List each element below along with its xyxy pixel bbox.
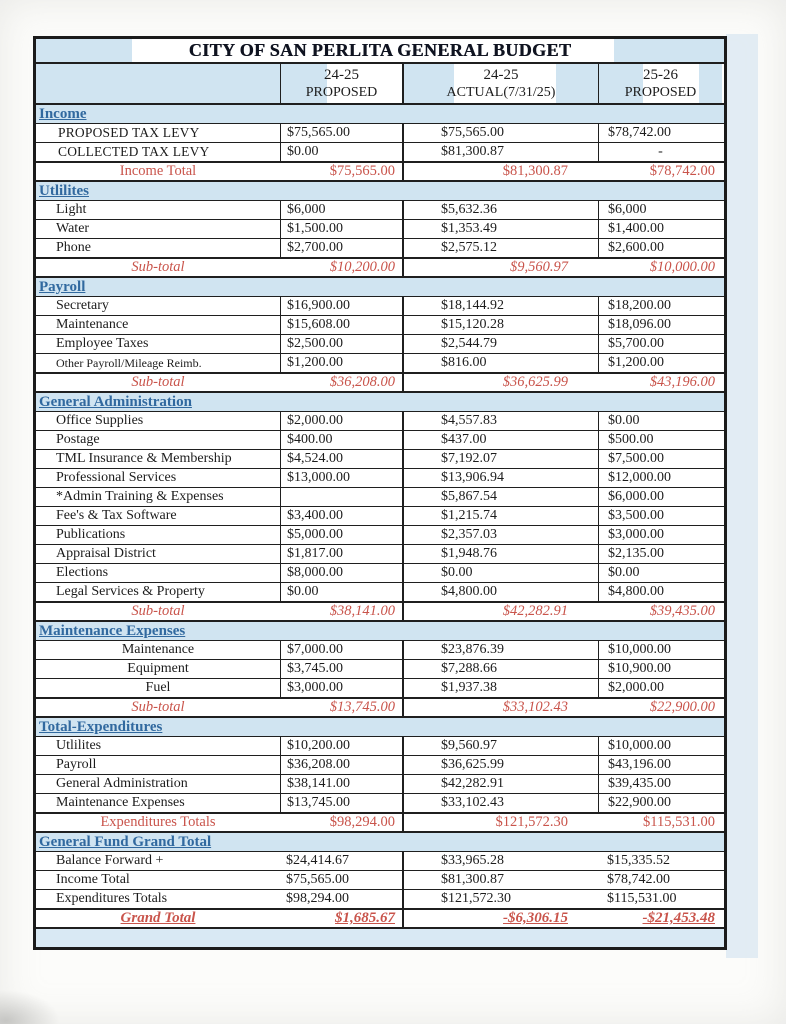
value-24-25-actual: $36,625.99 (402, 756, 598, 774)
value-24-25-actual: $42,282.91 (402, 775, 598, 793)
row-label: Postage (56, 432, 100, 447)
column-header-year: 24-25 (483, 66, 519, 83)
value-25-26-proposed: $2,000.00 (598, 679, 722, 697)
table-row (36, 640, 724, 659)
row-label: PROPOSED TAX LEVY (58, 125, 200, 140)
total-24-25-proposed: $10,200.00 (329, 259, 395, 275)
value-24-25-proposed: $13,745.00 (280, 794, 402, 812)
value-24-25-actual: $816.00 (402, 354, 598, 372)
row-label: Appraisal District (56, 546, 156, 561)
value-24-25-proposed: $8,000.00 (280, 564, 402, 582)
row-label: Office Supplies (56, 413, 144, 428)
column-header-24-25-actual (402, 64, 598, 103)
value-24-25-proposed: $13,000.00 (280, 469, 402, 487)
table-row (36, 334, 724, 353)
row-label: Maintenance (56, 317, 129, 332)
column-header-type: PROPOSED (624, 84, 697, 100)
total-24-25-proposed: $75,565.00 (329, 163, 395, 179)
table-row (36, 774, 724, 793)
row-label: Publications (56, 527, 126, 542)
scan-artifact-smudge (0, 990, 60, 1024)
section-title: Income (39, 105, 87, 122)
section-title: Maintenance Expenses (39, 622, 186, 639)
total-25-26-proposed: $22,900.00 (649, 699, 715, 715)
total-24-25-actual: $36,625.99 (402, 374, 598, 391)
table-row (36, 678, 724, 697)
value-25-26-proposed: $0.00 (598, 564, 722, 582)
total-24-25-actual: $33,102.43 (402, 699, 598, 716)
value-25-26-proposed: $6,000 (598, 201, 722, 219)
value-24-25-actual: $5,867.54 (402, 488, 598, 506)
value-24-25-proposed: $4,524.00 (280, 450, 402, 468)
total-label: Grand Total (120, 910, 196, 926)
value-24-25-proposed: $10,200.00 (280, 737, 402, 755)
section-header-general-administration (36, 391, 724, 411)
row-label: Maintenance (121, 642, 195, 657)
expenditures-totals-row (36, 812, 724, 831)
value-24-25-proposed: $0.00 (280, 143, 402, 161)
page-title: CITY OF SAN PERLITA GENERAL BUDGET (188, 40, 572, 60)
value-24-25-actual: $81,300.87 (402, 871, 598, 889)
table-row (36, 238, 724, 257)
column-header-blank (36, 64, 280, 103)
table-row (36, 219, 724, 238)
column-header-24-25-proposed (280, 64, 402, 103)
total-24-25-actual: $42,282.91 (402, 603, 598, 620)
value-24-25-proposed: $0.00 (280, 583, 402, 601)
total-label: Expenditures Totals (100, 814, 216, 830)
value-24-25-proposed: $6,000 (280, 201, 402, 219)
table-row (36, 736, 724, 755)
total-25-26-proposed: $39,435.00 (649, 603, 715, 619)
row-label: COLLECTED TAX LEVY (58, 144, 210, 159)
value-24-25-proposed: $1,500.00 (280, 220, 402, 238)
section-title: Utlilites (39, 182, 89, 199)
table-row (36, 870, 724, 889)
column-header-type: PROPOSED (305, 84, 378, 100)
table-row (36, 793, 724, 812)
value-25-26-proposed: $5,700.00 (598, 335, 722, 353)
value-24-25-proposed (280, 488, 402, 506)
section-header-income (36, 103, 724, 123)
value-24-25-proposed: $2,700.00 (280, 239, 402, 257)
value-25-26-proposed: $22,900.00 (598, 794, 722, 812)
section-header-payroll (36, 276, 724, 296)
table-row (36, 430, 724, 449)
value-24-25-actual: $5,632.36 (402, 201, 598, 219)
income-total-row (36, 161, 724, 180)
row-label: Utlilites (56, 738, 102, 753)
total-24-25-proposed: $98,294.00 (329, 814, 395, 830)
row-label: Payroll (56, 757, 97, 772)
column-header-row (36, 62, 724, 103)
table-row (36, 411, 724, 430)
row-label: Balance Forward + (56, 853, 164, 868)
value-24-25-actual: $1,215.74 (402, 507, 598, 525)
table-row (36, 449, 724, 468)
total-label: Sub-total (131, 374, 185, 390)
subtotal-row (36, 697, 724, 716)
total-25-26-proposed: $10,000.00 (649, 259, 715, 275)
row-label: Elections (56, 565, 109, 580)
value-24-25-proposed: $24,414.67 (286, 853, 349, 868)
column-header-year: 24-25 (324, 66, 359, 83)
value-24-25-actual: $2,575.12 (402, 239, 598, 257)
table-row (36, 315, 724, 334)
value-24-25-actual: $2,544.79 (402, 335, 598, 353)
value-24-25-actual: $18,144.92 (402, 297, 598, 315)
column-header-type: ACTUAL(7/31/25) (446, 84, 556, 100)
section-title: General Fund Grand Total (39, 833, 212, 850)
value-25-26-proposed: $7,500.00 (598, 450, 722, 468)
value-25-26-proposed: $1,200.00 (598, 354, 722, 372)
table-row (36, 200, 724, 219)
value-24-25-actual: $2,357.03 (402, 526, 598, 544)
value-24-25-proposed: $75,565.00 (286, 872, 349, 887)
row-label: Other Payroll/Mileage Reimb. (56, 355, 202, 370)
section-title: Payroll (39, 278, 86, 295)
total-24-25-proposed: $38,141.00 (329, 603, 395, 619)
table-row (36, 506, 724, 525)
value-25-26-proposed: $3,500.00 (598, 507, 722, 525)
value-24-25-proposed: $3,000.00 (280, 679, 402, 697)
row-label: Legal Services & Property (56, 584, 205, 599)
total-25-26-proposed: -$21,453.48 (642, 910, 715, 926)
total-24-25-actual: $121,572.30 (402, 814, 598, 831)
value-24-25-actual: $33,965.28 (402, 852, 598, 870)
budget-table (33, 36, 727, 950)
section-title: General Administration (39, 393, 192, 410)
value-24-25-actual: $437.00 (402, 431, 598, 449)
value-25-26-proposed: $0.00 (598, 412, 722, 430)
value-24-25-actual: $81,300.87 (402, 143, 598, 161)
row-label: *Admin Training & Expenses (56, 489, 224, 504)
value-25-26-proposed: $15,335.52 (607, 853, 670, 868)
value-25-26-proposed: $43,196.00 (598, 756, 722, 774)
value-24-25-proposed: $2,500.00 (280, 335, 402, 353)
value-24-25-proposed: $3,745.00 (280, 660, 402, 678)
row-label: Fuel (145, 680, 171, 695)
value-25-26-proposed: $2,600.00 (598, 239, 722, 257)
row-label: Water (56, 221, 90, 236)
value-25-26-proposed: $39,435.00 (598, 775, 722, 793)
value-24-25-actual: $15,120.28 (402, 316, 598, 334)
subtotal-row (36, 257, 724, 276)
value-24-25-actual: $121,572.30 (402, 890, 598, 908)
value-25-26-proposed: $12,000.00 (598, 469, 722, 487)
table-row (36, 755, 724, 774)
total-24-25-proposed: $36,208.00 (329, 374, 395, 390)
column-header-25-26-proposed (598, 64, 722, 103)
value-24-25-proposed: $98,294.00 (286, 891, 349, 906)
value-25-26-proposed: $10,900.00 (598, 660, 722, 678)
total-24-25-actual: $81,300.87 (402, 163, 598, 180)
value-25-26-proposed: $4,800.00 (598, 583, 722, 601)
row-label: Employee Taxes (56, 336, 149, 351)
total-label: Sub-total (131, 699, 185, 715)
total-24-25-actual: -$6,306.15 (402, 910, 598, 927)
table-row (36, 296, 724, 315)
row-label: Professional Services (56, 470, 177, 485)
table-row (36, 525, 724, 544)
value-24-25-proposed: $2,000.00 (280, 412, 402, 430)
table-row (36, 889, 724, 908)
table-row (36, 353, 724, 372)
row-label: TML Insurance & Membership (56, 451, 232, 466)
value-24-25-proposed: $16,900.00 (280, 297, 402, 315)
row-label: Income Total (56, 872, 130, 887)
value-24-25-actual: $75,565.00 (402, 124, 598, 142)
section-header-general-fund-grand-total (36, 831, 724, 851)
total-24-25-actual: $9,560.97 (402, 259, 598, 276)
section-header-total-expenditures (36, 716, 724, 736)
table-row (36, 123, 724, 142)
grand-total-row (36, 908, 724, 927)
value-24-25-actual: $4,800.00 (402, 583, 598, 601)
value-24-25-actual: $9,560.97 (402, 737, 598, 755)
value-24-25-proposed: $1,817.00 (280, 545, 402, 563)
subtotal-row (36, 372, 724, 391)
total-label: Sub-total (131, 603, 185, 619)
value-24-25-actual: $1,948.76 (402, 545, 598, 563)
value-24-25-actual: $33,102.43 (402, 794, 598, 812)
table-row (36, 142, 724, 161)
row-label: Phone (56, 240, 91, 255)
value-25-26-proposed: $1,400.00 (598, 220, 722, 238)
value-24-25-proposed: $36,208.00 (280, 756, 402, 774)
table-row (36, 659, 724, 678)
value-24-25-proposed: $400.00 (280, 431, 402, 449)
row-label: Equipment (127, 661, 189, 676)
value-25-26-proposed: $78,742.00 (598, 124, 722, 142)
value-24-25-proposed: $7,000.00 (280, 641, 402, 659)
value-24-25-proposed: $1,200.00 (280, 354, 402, 372)
value-24-25-proposed: $15,608.00 (280, 316, 402, 334)
scan-artifact-strip (726, 34, 758, 958)
column-header-year: 25-26 (643, 66, 678, 83)
table-title-row (36, 39, 724, 62)
value-25-26-proposed: $10,000.00 (598, 737, 722, 755)
value-24-25-actual: $7,192.07 (402, 450, 598, 468)
value-25-26-proposed: $2,135.00 (598, 545, 722, 563)
table-row (36, 468, 724, 487)
table-row (36, 851, 724, 870)
value-25-26-proposed: - (598, 143, 722, 161)
row-label: Secretary (56, 298, 109, 313)
row-label: Fee's & Tax Software (56, 508, 177, 523)
value-24-25-proposed: $3,400.00 (280, 507, 402, 525)
value-25-26-proposed: $115,531.00 (607, 891, 677, 906)
table-row (36, 582, 724, 601)
value-24-25-actual: $1,937.38 (402, 679, 598, 697)
total-label: Sub-total (131, 259, 185, 275)
value-25-26-proposed: $500.00 (598, 431, 722, 449)
section-header-maintenance-expenses (36, 620, 724, 640)
total-label: Income Total (119, 163, 197, 179)
row-label: Maintenance Expenses (56, 795, 185, 810)
total-25-26-proposed: $78,742.00 (649, 163, 715, 179)
total-24-25-proposed: $1,685.67 (335, 910, 395, 926)
value-24-25-actual: $1,353.49 (402, 220, 598, 238)
table-row (36, 544, 724, 563)
row-label: Light (56, 202, 87, 217)
value-25-26-proposed: $18,200.00 (598, 297, 722, 315)
row-label: General Administration (56, 776, 188, 791)
value-24-25-actual: $7,288.66 (402, 660, 598, 678)
value-24-25-actual: $13,906.94 (402, 469, 598, 487)
row-label: Expenditures Totals (56, 891, 168, 906)
total-25-26-proposed: $115,531.00 (643, 814, 715, 830)
blank-footer-row (36, 927, 724, 947)
value-25-26-proposed: $18,096.00 (598, 316, 722, 334)
table-row (36, 487, 724, 506)
total-24-25-proposed: $13,745.00 (329, 699, 395, 715)
total-25-26-proposed: $43,196.00 (649, 374, 715, 390)
section-header-utilities (36, 180, 724, 200)
value-24-25-actual: $23,876.39 (402, 641, 598, 659)
value-24-25-proposed: $38,141.00 (280, 775, 402, 793)
table-row (36, 563, 724, 582)
section-title: Total-Expenditures (39, 718, 163, 735)
value-25-26-proposed: $10,000.00 (598, 641, 722, 659)
value-25-26-proposed: $6,000.00 (598, 488, 722, 506)
value-24-25-proposed: $75,565.00 (280, 124, 402, 142)
value-25-26-proposed: $78,742.00 (607, 872, 670, 887)
value-24-25-proposed: $5,000.00 (280, 526, 402, 544)
value-24-25-actual: $4,557.83 (402, 412, 598, 430)
subtotal-row (36, 601, 724, 620)
value-25-26-proposed: $3,000.00 (598, 526, 722, 544)
value-24-25-actual: $0.00 (402, 564, 598, 582)
